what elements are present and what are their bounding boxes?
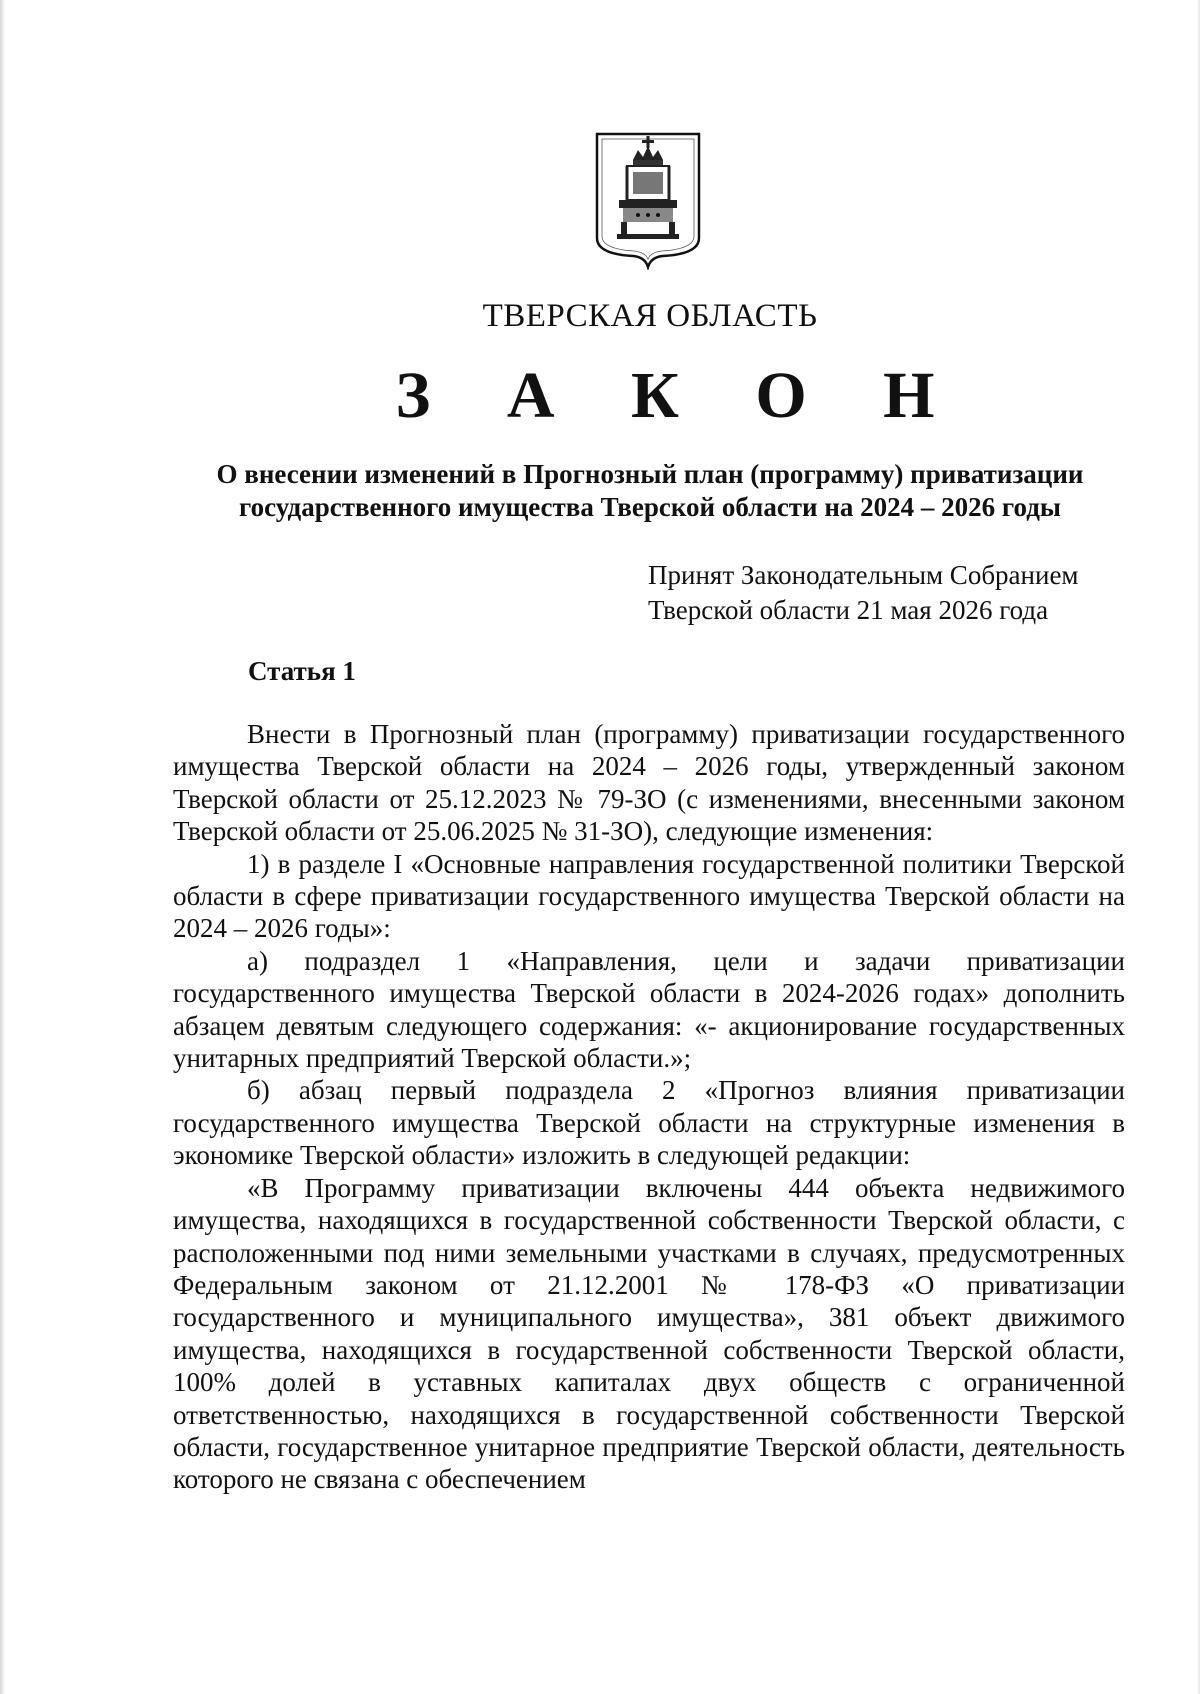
adoption-line-2: Тверской области 21 мая 2026 года: [648, 595, 1049, 625]
article-paragraph: Внести в Прогнозный план (программу) приватизации государственного имущества Тверской области на 2024 – 2026 годы, утвержденный законом Тверской области от 25.12.2023 № 79-ЗО (с изменениями, внесенными законом Тверской области от 25.06.2025 № 31-ЗО), следующие изменения:: [173, 719, 1125, 847]
article-paragraph: а) подраздел 1 «Направления, цели и задачи приватизации государственного имущества Тверской области в 2024-2026 годах» дополнить абзацем девятым следующего содержания: «- акционирование государственных унитарных предприятий Тверской области.»;: [173, 945, 1125, 1074]
article-heading: Статья 1: [248, 656, 356, 686]
law-title: [180, 458, 1120, 524]
tver-coat-of-arms-icon: [593, 130, 703, 270]
article-paragraph: «В Программу приватизации включены 444 объекта недвижимого имущества, находящихся в государственной собственности Тверской области, с расположенными под ними земельными участками в случаях, предусмотренных Федеральным законом от 21.12.2001 № 178-ФЗ «О приватизации государственного и муниципального имущества», 381 объект движимого имущества, находящихся в государственной собственности Тверской области, 100% долей в уставных капиталах двух обществ с ограниченной ответственностью, находящихся в государственной собственности Тверской области, государственное унитарное предприятие Тверской области, деятельность которого не связана с обеспечением: [173, 1172, 1125, 1495]
article-paragraph: б) абзац первый подраздела 2 «Прогноз влияния приватизации государственного имущества Тверской области на структурные изменения в экономике Тверской области» изложить в следующей редакции:: [173, 1075, 1125, 1171]
region-name: ТВЕРСКАЯ ОБЛАСТЬ: [482, 298, 818, 334]
adoption-note: [648, 558, 1118, 628]
document-type: З А К О Н: [395, 359, 965, 432]
law-title-line-2: государственного имущества Тверской области на 2024 – 2026 годы: [239, 492, 1061, 522]
article-paragraph: 1) в разделе I «Основные направления государственной политики Тверской области в сфере приватизации государственного имущества Тверской области на 2024 – 2026 годы»:: [173, 848, 1125, 944]
adoption-line-1: Принят Законодательным Собранием: [648, 560, 1079, 590]
article-body: [173, 718, 1125, 1496]
scan-edge-left: [0, 0, 5, 1694]
law-title-line-1: О внесении изменений в Прогнозный план (программу) приватизации: [216, 459, 1084, 489]
